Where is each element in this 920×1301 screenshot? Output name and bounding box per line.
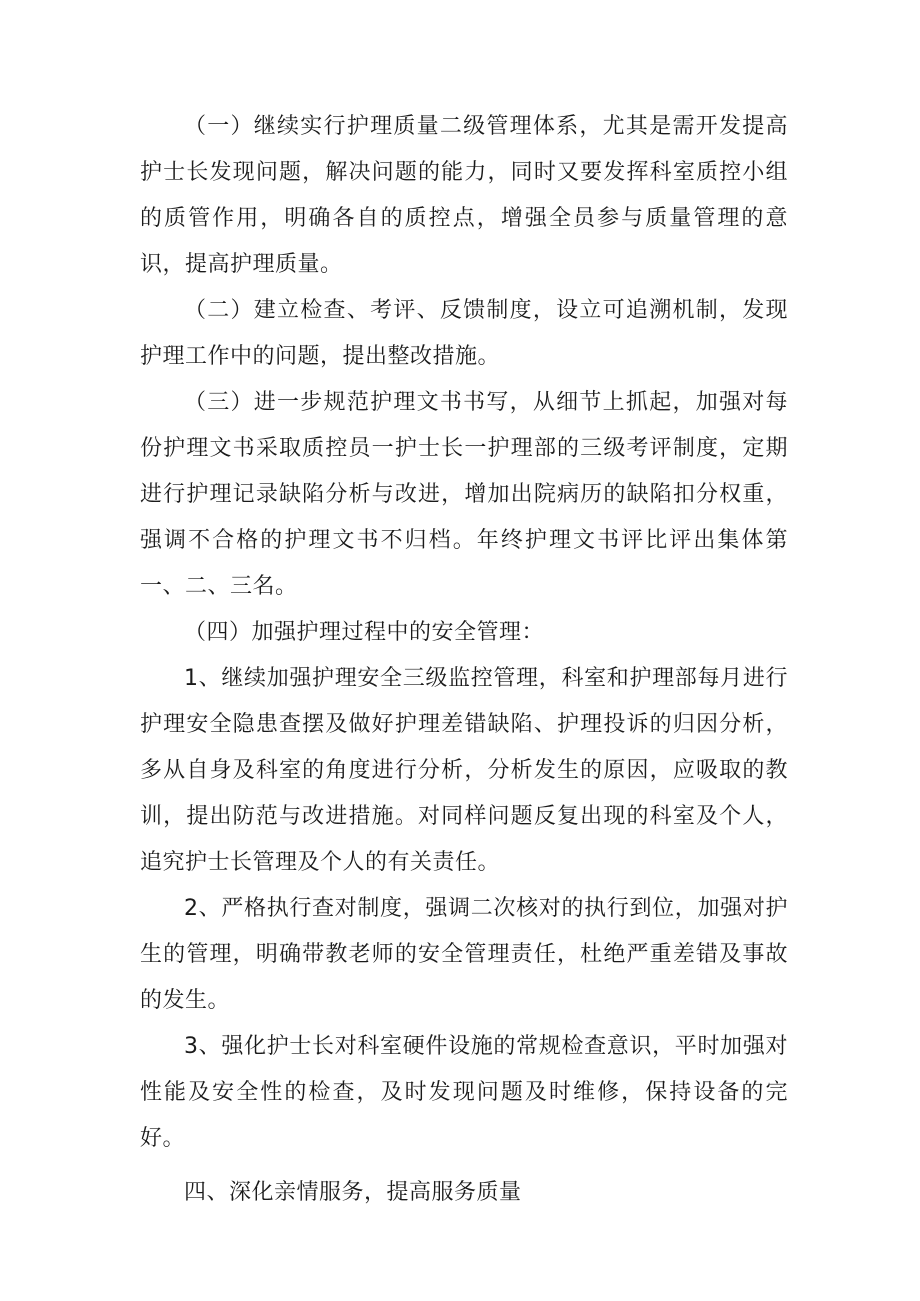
paragraph-6: 2、严格执行查对制度，强调二次核对的执行到位，加强对护生的管理，明确带教老师的安全管理责任，杜绝严重差错及事故的发生。 — [140, 896, 788, 1013]
section-heading: 四、深化亲情服务，提高服务质量 — [184, 1180, 522, 1205]
paragraph-3: （三）进一步规范护理文书书写，从细节上抓起，加强对每份护理文书采取质控员一护士长一护理部的三级考评制度，定期进行护理记录缺陷分析与改进，增加出院病历的缺陷扣分权重，强调不合格的护理文书不归档。年终护理文书评比评出集体第一、二、三名。 — [140, 390, 788, 599]
document-body — [140, 104, 788, 1216]
paragraph-2: （二）建立检查、考评、反馈制度，设立可追溯机制，发现护理工作中的问题，提出整改措施。 — [140, 298, 788, 369]
paragraph-5: 1、继续加强护理安全三级监控管理，科室和护理部每月进行护理安全隐患查摆及做好护理差错缺陷、护理投诉的归因分析，多从自身及科室的角度进行分析，分析发生的原因，应吸取的教训，提出防范与改进措施。对同样问题反复出现的科室及个人，追究护士长管理及个人的有关责任。 — [140, 666, 788, 875]
paragraph-7: 3、强化护士长对科室硬件设施的常规检查意识，平时加强对性能及安全性的检查，及时发现问题及时维修，保持设备的完好。 — [140, 1034, 788, 1151]
paragraph-1: （一）继续实行护理质量二级管理体系，尤其是需开发提高护士长发现问题，解决问题的能力，同时又要发挥科室质控小组的质管作用，明确各自的质控点，增强全员参与质量管理的意识，提高护理质量。 — [140, 114, 788, 277]
paragraph-4: （四）加强护理过程中的安全管理： — [184, 620, 545, 645]
